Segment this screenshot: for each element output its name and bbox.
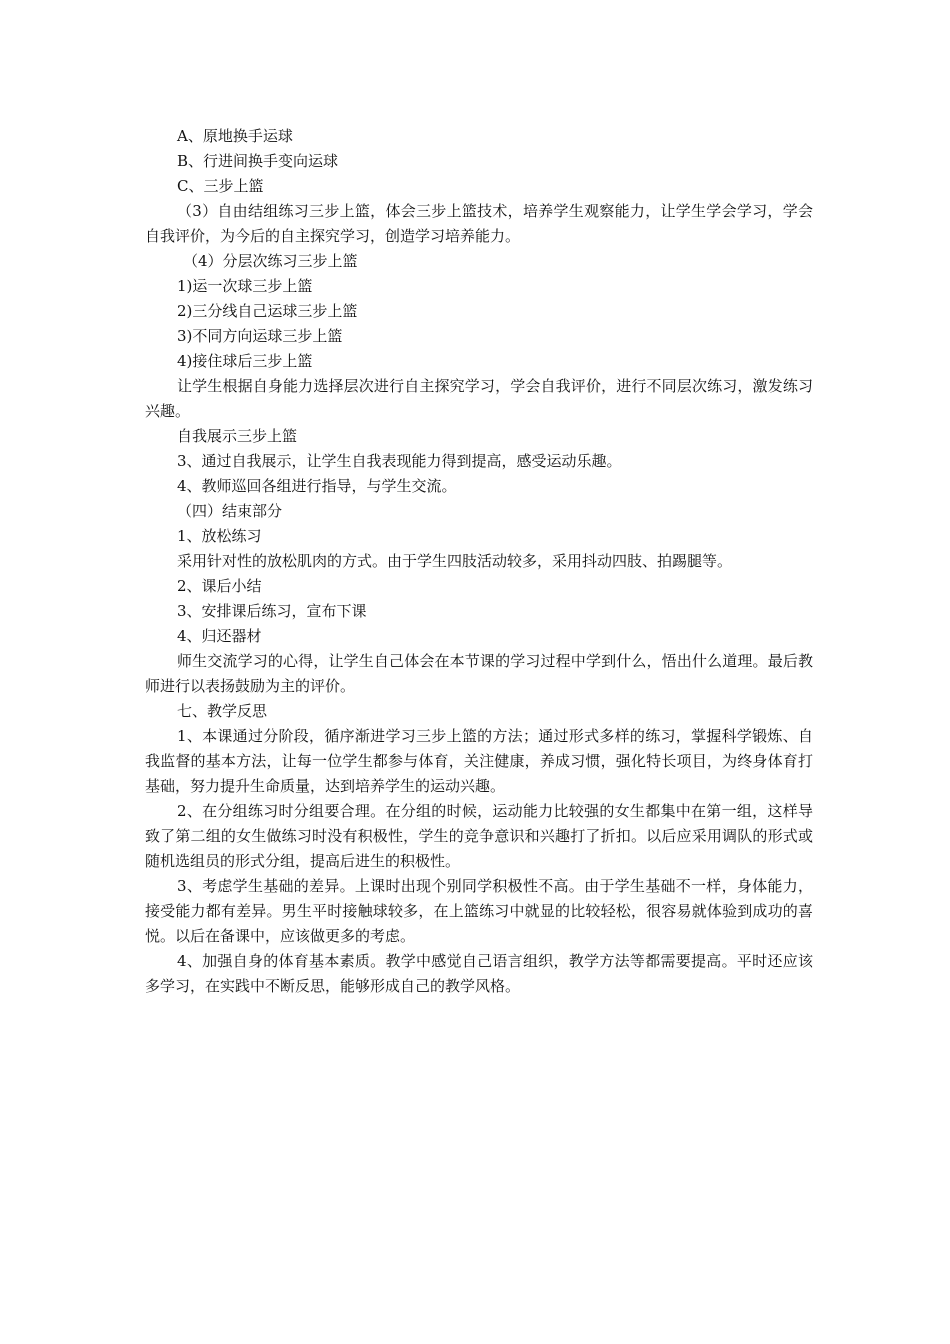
list-item-3: 3)不同方向运球三步上篮 — [177, 327, 343, 345]
paragraph-free-group-practice: （3）自由结组练习三步上篮，体会三步上篮技术，培养学生观察能力，让学生学会学习，学会自我评价，为今后的自主探究学习，创造学习培养能力。 — [145, 202, 813, 245]
paragraph-reflection-2: 2、在分组练习时分组要合理。在分组的时候，运动能力比较强的女生都集中在第一组，这样导致了第二组的女生做练习时没有积极性，学生的竞争意识和兴趣打了折扣。以后应采用调队的形式或随机选组员的形式分组，提高后进生的积极性。 — [145, 802, 813, 870]
paragraph-self-choice: 让学生根据自身能力选择层次进行自主探究学习，学会自我评价，进行不同层次练习，激发练习兴趣。 — [145, 377, 813, 420]
paragraph-relax-method: 采用针对性的放松肌肉的方式。由于学生四肢活动较多，采用抖动四肢、拍踢腿等。 — [177, 552, 733, 570]
list-item-homework: 3、安排课后练习，宣布下课 — [177, 602, 367, 620]
list-item-a: A、原地换手运球 — [177, 127, 293, 145]
section-heading-ending: （四）结束部分 — [177, 502, 283, 520]
list-item-4: 4)接住球后三步上篮 — [177, 352, 313, 370]
list-item-c: C、三步上篮 — [177, 177, 264, 195]
paragraph-teacher-guidance: 4、教师巡回各组进行指导，与学生交流。 — [177, 477, 457, 495]
paragraph-reflection-3: 3、考虑学生基础的差异。上课时出现个别同学积极性不高。由于学生基础不一样，身体能力，接受能力都有差异。男生平时接触球较多，在上篮练习中就显的比较轻松，很容易就体验到成功的喜悦。以后在备课中，应该做更多的考虑。 — [145, 877, 813, 945]
list-item-1: 1)运一次球三步上篮 — [177, 277, 313, 295]
paragraph-self-show: 自我展示三步上篮 — [177, 427, 298, 445]
heading-layered-practice: （4）分层次练习三步上篮 — [183, 252, 358, 270]
list-item-summary: 2、课后小结 — [177, 577, 262, 595]
paragraph-reflection-4: 4、加强自身的体育基本素质。教学中感觉自己语言组织，教学方法等都需要提高。平时还应该多学习，在实践中不断反思，能够形成自己的教学风格。 — [145, 952, 813, 995]
list-item-return-equipment: 4、归还器材 — [177, 627, 262, 645]
document-body — [145, 124, 813, 999]
list-item-b: B、行进间换手变向运球 — [177, 152, 339, 170]
list-item-2: 2)三分线自己运球三步上篮 — [177, 302, 358, 320]
section-heading-reflection: 七、教学反思 — [177, 702, 268, 720]
paragraph-exchange: 师生交流学习的心得，让学生自己体会在本节课的学习过程中学到什么，悟出什么道理。最后教师进行以表扬鼓励为主的评价。 — [145, 652, 813, 695]
paragraph-self-show-effect: 3、通过自我展示，让学生自我表现能力得到提高，感受运动乐趣。 — [177, 452, 622, 470]
paragraph-reflection-1: 1、本课通过分阶段，循序渐进学习三步上篮的方法；通过形式多样的练习，掌握科学锻炼、自我监督的基本方法，让每一位学生都参与体育，关注健康，养成习惯，强化特长项目，为终身体育打基础，努力提升生命质量，达到培养学生的运动兴趣。 — [145, 727, 813, 795]
list-item-relax: 1、放松练习 — [177, 527, 262, 545]
